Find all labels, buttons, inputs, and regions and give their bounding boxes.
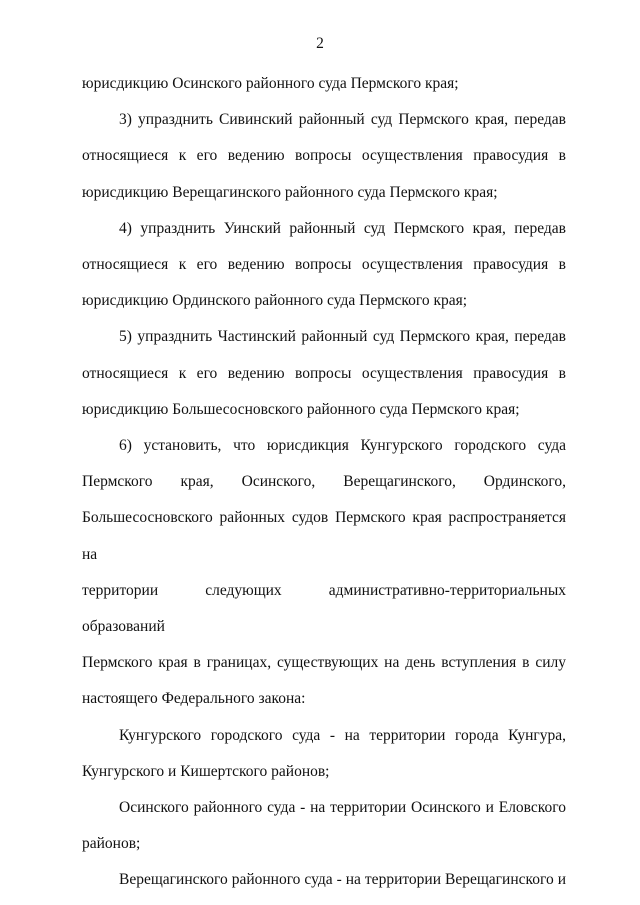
text-line: 6) установить, что юрисдикция Кунгурского городского суда [119,437,566,455]
text-line: Осинского районного суда - на территории Осинского и Еловского [119,799,566,817]
paragraph-kungur [82,718,566,790]
text-line: юрисдикцию Ординского районного суда Пермского края; [82,292,468,310]
text-line: Кунгурского городского суда - на территории города Кунгура, [119,726,566,744]
text-line: Кунгурского и Кишертского районов; [82,762,330,780]
text-line: Верещагинского районного суда - на территории Верещагинского и [119,871,566,889]
paragraph-item-3 [82,102,566,211]
text-line: относящиеся к его ведению вопросы осуществления правосудия в [82,147,566,165]
document-body [82,66,566,899]
text-line: юрисдикцию Осинского районного суда Пермского края; [82,75,459,92]
text-line: юрисдикцию Большесосновского районного суда Пермского края; [82,400,520,418]
paragraph-item-5 [82,319,566,428]
text-line: относящиеся к его ведению вопросы осуществления правосудия в [82,256,566,274]
text-line: Пермского края в границах, существующих на день вступления в силу [82,654,566,672]
text-line: настоящего Федерального закона: [82,690,306,708]
paragraph-osa [82,790,566,862]
text-line: территории следующих административно-территориальных образований [82,581,566,636]
text-line: Пермского края, Осинского, Верещагинского, Ординского, [82,473,566,491]
paragraph-continuation [82,66,566,102]
paragraph-vereshchagino [82,862,566,898]
text-line: юрисдикцию Верещагинского районного суда Пермского края; [82,183,498,201]
text-line: 5) упразднить Частинский районный суд Пермского края, передав [119,328,566,346]
text-line: Большесосновского районных судов Пермского края распространяется на [82,509,566,563]
page-number: 2 [316,35,324,52]
text-line: 4) упразднить Уинский районный суд Пермского края, передав [119,219,566,237]
text-line: относящиеся к его ведению вопросы осуществления правосудия в [82,364,566,382]
paragraph-item-6 [82,428,566,718]
text-line: 3) упразднить Сивинский районный суд Пермского края, передав [119,111,566,129]
paragraph-item-4 [82,211,566,320]
text-line: районов; [82,835,141,853]
